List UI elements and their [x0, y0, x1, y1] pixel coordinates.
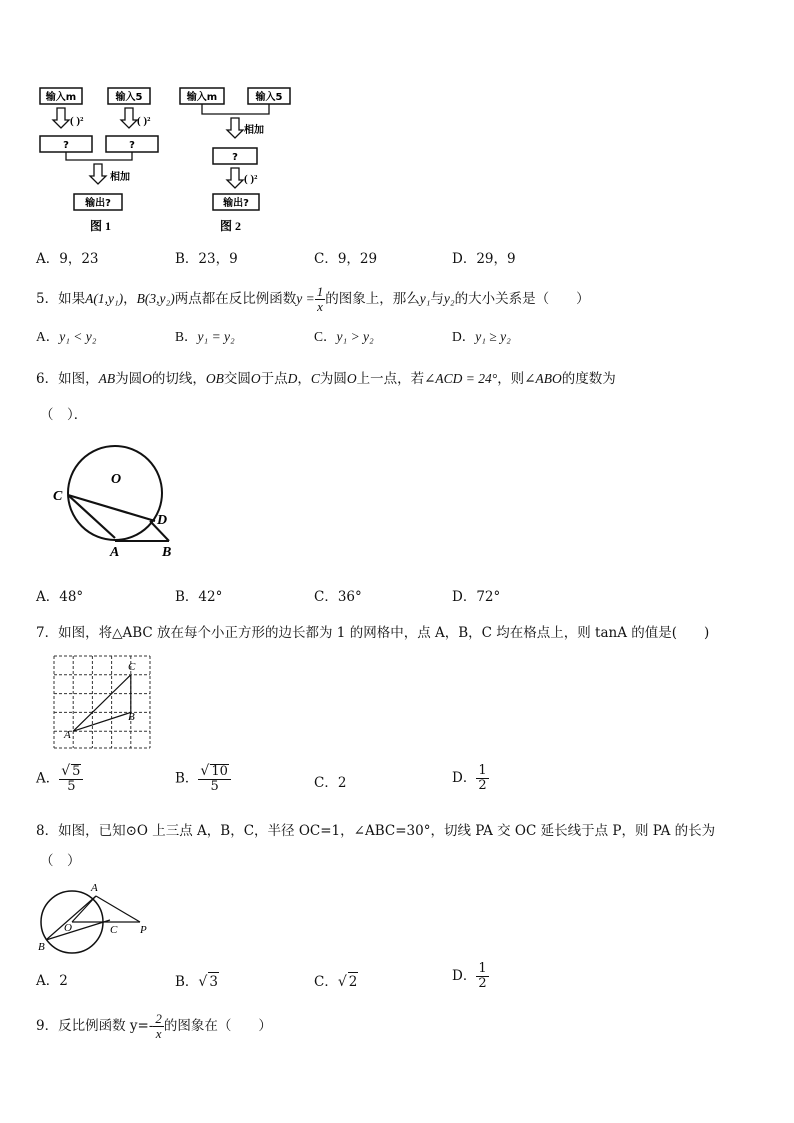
q7-label-a: A	[64, 729, 71, 741]
q7-label-b: B	[128, 711, 135, 723]
q6-paren: （ ）．	[40, 407, 88, 423]
q6-stem: 6．如图，AB为圆O的切线，OB交圆O于点D，C为圆O上一点，若∠ACD = 24°，则∠ABO的度数为	[36, 371, 616, 387]
q8-label-b: B	[38, 941, 45, 953]
q6-label-c: C	[53, 489, 63, 504]
fig1-arrow-add	[90, 164, 106, 184]
q6-option-b: B．42°	[175, 589, 223, 605]
q5-option-d: D．y₁ ≥ y₂	[452, 329, 511, 344]
fig2-join	[202, 104, 269, 114]
q7-option-d: D． $\frac{1}{2}$	[452, 763, 487, 793]
q7-option-a: A． $\frac{√ 5}{5}$	[36, 764, 83, 794]
q6-label-b: B	[162, 545, 172, 560]
q4-option-a: A．9，23	[36, 251, 99, 267]
fig2-square: ( )²	[244, 173, 258, 185]
q6-label-a: A	[110, 545, 120, 560]
q6-label-o: O	[111, 472, 122, 487]
q7-label-c: C	[128, 661, 136, 673]
fig2-q: ?	[232, 152, 238, 163]
fig2-input-m: 输入m	[186, 92, 218, 103]
q6-figure	[45, 425, 195, 565]
fig1-input-5: 输入5	[115, 92, 143, 103]
q8-label-a: A	[91, 882, 98, 894]
q6-option-a: A．48°	[36, 589, 84, 605]
fig1-input-m: 输入m	[45, 92, 77, 103]
q6-label-d: D	[157, 513, 168, 528]
q4-option-c: C．9，29	[314, 251, 378, 267]
q8-paren: （ ）	[40, 853, 81, 869]
fig2-input-5: 输入5	[255, 92, 283, 103]
q8-option-a: A．2	[36, 973, 68, 989]
fig1-arrow-left	[53, 108, 69, 128]
fig1-square-left: ( )²	[70, 115, 84, 127]
q5-stem: 5．如果A(1,y₁)，B(3,y₂)两点都在反比例函数y = $\frac{1}{x}$ 的图象上，那么y₁与y₂的大小关系是（ ）	[36, 284, 590, 314]
flowchart-figures	[30, 80, 300, 240]
q7-option-c: C．2	[314, 775, 347, 791]
q8-label-p: P	[140, 924, 147, 936]
q9-stem: 9．反比例函数 y=- $\frac{2}{x}$ 的图象在（ ）	[36, 1011, 272, 1041]
q5-option-a: A．y₁ < y₂	[36, 329, 97, 344]
q7-stem: 7．如图，将△ABC 放在每个小正方形的边长都为 1 的网格中，点 A，B，C 均在格点上，则 tanA 的值是( )	[36, 625, 710, 641]
q4-option-d: D．29，9	[452, 251, 516, 267]
q5-fraction: $\frac{1}{x}$	[316, 284, 324, 314]
fig2-caption: 图 2	[220, 219, 242, 233]
q7-grid-figure	[52, 654, 152, 750]
fig1-caption: 图 1	[90, 219, 112, 233]
fig2-arrow-add	[227, 118, 243, 138]
q8-option-b: B．√ 3	[175, 974, 218, 990]
fig2-output: 输出?	[223, 198, 249, 209]
fig1-q-right: ?	[129, 140, 135, 151]
q6-option-c: C．36°	[314, 589, 362, 605]
fig1-join	[66, 152, 132, 160]
q8-stem: 8．如图，已知⊙O 上三点 A，B，C，半径 OC=1，∠ABC=30°，切线 PA 交 OC 延长线于点 P，则 PA 的长为	[36, 823, 716, 839]
q5-option-b: B．y₁ = y₂	[175, 329, 235, 344]
fig2-arrow-square	[227, 168, 243, 188]
fig1-output: 输出?	[85, 198, 111, 209]
fig1-arrow-right	[121, 108, 137, 128]
q8-figure	[34, 878, 164, 958]
q7-option-b: B． $\frac{√ 10}{5}$	[175, 764, 231, 794]
fig1-square-right: ( )²	[137, 115, 151, 127]
q4-option-b: B．23，9	[175, 251, 238, 267]
q8-label-o: O	[64, 922, 72, 934]
fig1-q-left: ?	[63, 140, 69, 151]
fig1-add: 相加	[110, 172, 130, 183]
q5-option-c: C．y₁ > y₂	[314, 329, 374, 344]
q8-option-d: D． $\frac{1}{2}$	[452, 961, 487, 991]
q8-label-c: C	[110, 924, 118, 936]
q6-option-d: D．72°	[452, 589, 501, 605]
fig2-add: 相加	[244, 125, 264, 136]
q8-option-c: C．√ 2	[314, 974, 358, 990]
